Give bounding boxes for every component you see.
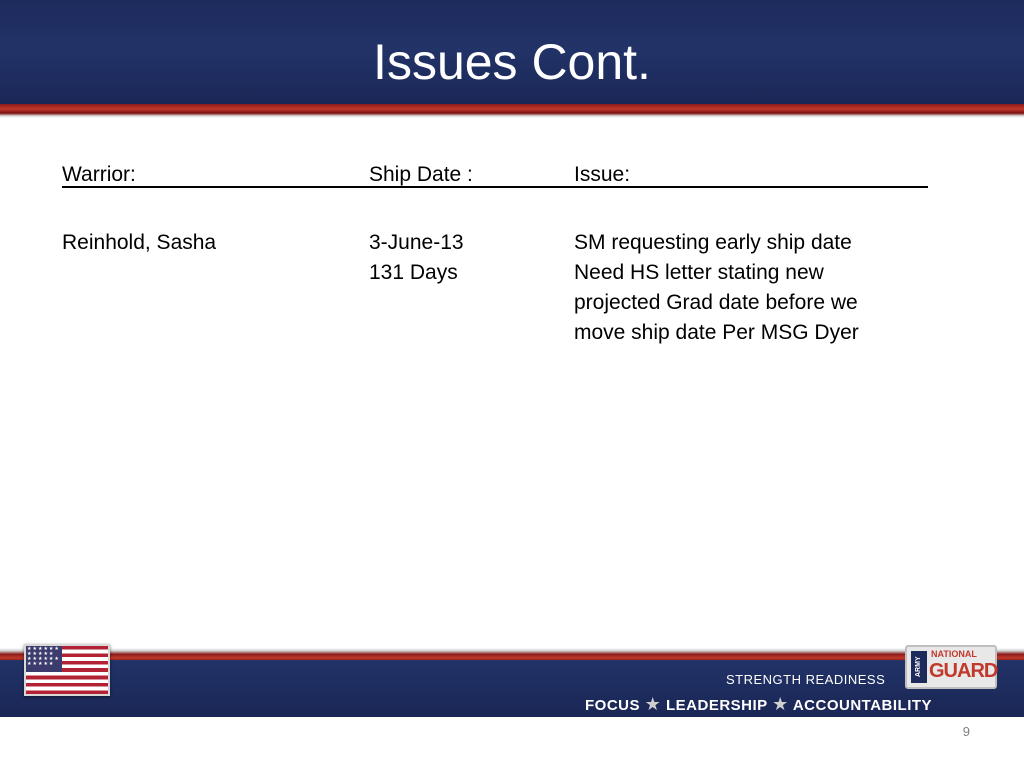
header-underline — [62, 186, 928, 188]
ship-date-value: 3-June-13 — [369, 231, 464, 254]
star-icon: ★ — [772, 694, 789, 714]
us-flag-icon — [24, 644, 110, 696]
cell-warrior: Reinhold, Sasha — [62, 231, 217, 254]
days-value: 131 Days — [369, 261, 458, 284]
logo-national-text: NATIONAL — [931, 649, 977, 659]
motto-text — [585, 694, 932, 715]
logo-guard-text: GUARD — [929, 660, 998, 682]
header-issue: Issue: — [574, 163, 631, 186]
issue-line: Need HS letter stating new — [574, 261, 824, 284]
header-warrior: Warrior: — [62, 163, 136, 186]
page-number: 9 — [962, 724, 970, 739]
issue-line: projected Grad date before we — [574, 291, 858, 314]
motto-leadership: LEADERSHIP — [665, 697, 768, 714]
logo-army-text: ARMY — [911, 651, 927, 683]
strength-readiness-text: STRENGTH READINESS — [726, 672, 886, 687]
flag-canton: ★★★★★★ ★★★★★ ★★★★★★ ★★★★★ — [26, 646, 62, 672]
cell-ship-date — [369, 228, 464, 288]
motto-accountability: ACCOUNTABILITY — [792, 697, 933, 714]
cell-issue — [574, 228, 934, 348]
slide-title: Issues Cont. — [373, 34, 651, 90]
header-ship-date: Ship Date : — [369, 163, 473, 186]
motto-focus: FOCUS — [585, 697, 640, 714]
header-stripe — [0, 104, 1024, 118]
star-icon: ★ — [644, 694, 662, 714]
issue-line: SM requesting early ship date — [574, 231, 852, 254]
army-national-guard-logo — [905, 645, 997, 689]
issue-line: move ship date Per MSG Dyer — [574, 321, 859, 344]
